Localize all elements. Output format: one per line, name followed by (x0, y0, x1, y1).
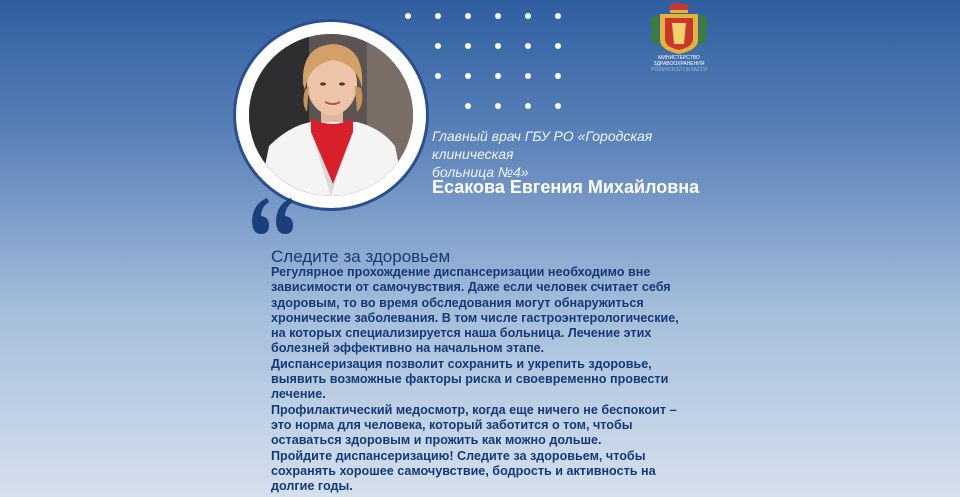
emblem-caption-line1: МИНИСТЕРСТВО (658, 55, 700, 61)
quote-line: Профилактический медосмотр, когда еще ничего не беспокоит – (271, 402, 677, 417)
doctor-name: Есакова Евгения Михайловна (432, 177, 700, 197)
quote-body (271, 265, 731, 494)
doctor-position-line2: больница №4» (432, 164, 529, 180)
quote-heading: Следите за здоровьем (271, 247, 451, 266)
quote-line: на которых специализируется наша больница. Лечение этих (271, 326, 652, 341)
doctor-position (432, 127, 722, 181)
decorative-dot-grid (400, 9, 575, 119)
quote-line: лечение. (271, 387, 326, 402)
quote-line: болезней эффективно на начальном этапе. (271, 341, 545, 356)
emblem-caption-line2: ЗДРАВООХРАНЕНИЯ (653, 61, 705, 67)
quote-line: Пройдите диспансеризацию! Следите за здоровьем, чтобы (271, 448, 646, 463)
emblem-caption (642, 55, 716, 73)
quote-line: Диспансеризация позволит сохранить и укрепить здоровье, (271, 356, 652, 371)
quote-line: выявить возможные факторы риска и своевременно провести (271, 372, 669, 387)
quote-line: здоровым, то во время обследования могут обнаружиться (271, 295, 644, 310)
doctor-portrait (249, 34, 413, 196)
quote-line: долгие годы. (271, 479, 353, 494)
doctor-position-line1: Главный врач ГБУ РО «Городская клиническая (432, 128, 653, 162)
quote-line: Регулярное прохождение диспансеризации необходимо вне (271, 265, 651, 279)
quote-line: хронические заболевания. В том числе гастроэнтерологические, (271, 310, 679, 325)
quote-mark-icon (249, 190, 295, 240)
quote-line: зависимости от самочувствия. Даже если человек считает себя (271, 280, 671, 295)
quote-line: это норма для человека, который заботится о том, чтобы (271, 417, 633, 432)
emblem-caption-line3: РЯЗАНСКОЙ ОБЛАСТИ (651, 67, 707, 73)
quote-line: сохранять хорошее самочувствие, бодрость и активность на (271, 463, 656, 478)
quote-line: оставаться здоровым и прожить как можно дольше. (271, 433, 602, 448)
